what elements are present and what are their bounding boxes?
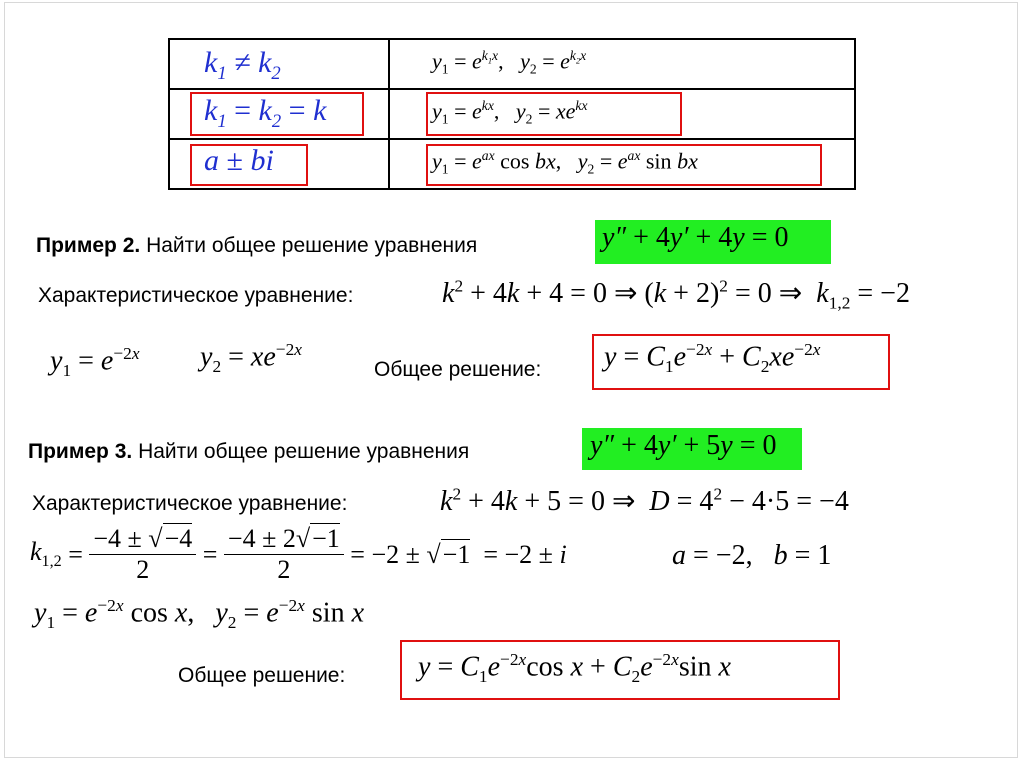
highlight-box — [426, 144, 822, 186]
example3-general-label: Общее решение: — [178, 664, 346, 687]
solution-distinct-roots: $y_1 = e^{k_1x}$, $y_2 = e^{k_2x}$ — [432, 48, 587, 77]
example2-general-solution: $y = C_1e^{-2x} + C_2xe^{-2x}$ — [604, 340, 821, 376]
example3-general-solution: $y = C_1e^{-2x}\cos$ $x + C_2e^{-2x}\sin$ x — [418, 650, 731, 686]
case-complex-roots: a ± bi — [204, 144, 274, 177]
solution-repeated-root: $y_1 = e^{kx}$, $y_2 = xe^{kx}$ — [432, 98, 588, 127]
example3-title-bold: Пример 3. — [28, 440, 133, 463]
example2-y2: $y_2 = xe^{-2x}$ — [200, 340, 302, 376]
example2-title — [36, 234, 477, 258]
solution-complex-roots: $y_1 = e^{ax}$ cos bx, $y_2 = e^{ax}$ sin bx — [432, 148, 698, 177]
example3-char-label: Характеристическое уравнение: — [32, 492, 348, 515]
example2-char-label: Характеристическое уравнение: — [38, 284, 354, 307]
table-row — [169, 39, 855, 89]
case-cell — [169, 39, 389, 89]
example3-particular-solutions: $y_1 = e^{-2x}$ cos x, $y_2 = e^{-2x}$ sin x — [34, 596, 365, 632]
highlight-box — [190, 92, 364, 136]
example2-title-rest: Найти общее решение уравнения — [140, 234, 478, 257]
example3-equation: y″ + 4y′ + 5y = 0 — [590, 430, 777, 461]
case-repeated-root: $k_1 = k_2 = k$ — [204, 94, 327, 132]
example2-char-equation: $k^2 + 4k + 4 = 0$ ⇒ $(k + 2)^2 = 0$ ⇒ $k_{1,2} = -2$ — [442, 276, 910, 313]
solution-cell — [389, 39, 855, 89]
example2-equation: y″ + 4y′ + 4y = 0 — [602, 222, 789, 253]
example3-roots: $k_{1,2}$ = $\frac{-4 \pm √-4}{2}$ = $\frac{-4 \pm 2√-1}{2}$ = −2 ± √−1 = −2 ± i — [30, 524, 567, 584]
example3-title — [28, 440, 469, 464]
highlight-box — [426, 92, 682, 136]
example2-general-label: Общее решение: — [374, 358, 542, 381]
example3-title-rest: Найти общее решение уравнения — [132, 440, 470, 463]
example3-ab: a = −2, b = 1 — [672, 540, 832, 571]
highlight-box — [190, 144, 308, 186]
case-distinct-roots: $k_1 \ne k_2$ — [204, 46, 281, 84]
example2-title-bold: Пример 2. — [36, 234, 141, 257]
example3-char-equation: $k^2 + 4k + 5 = 0$ ⇒ $D = 4^2 - 4\cdot 5 = -4$ — [440, 484, 849, 517]
example2-y1: $y_1 = e^{-2x}$ — [50, 344, 140, 380]
